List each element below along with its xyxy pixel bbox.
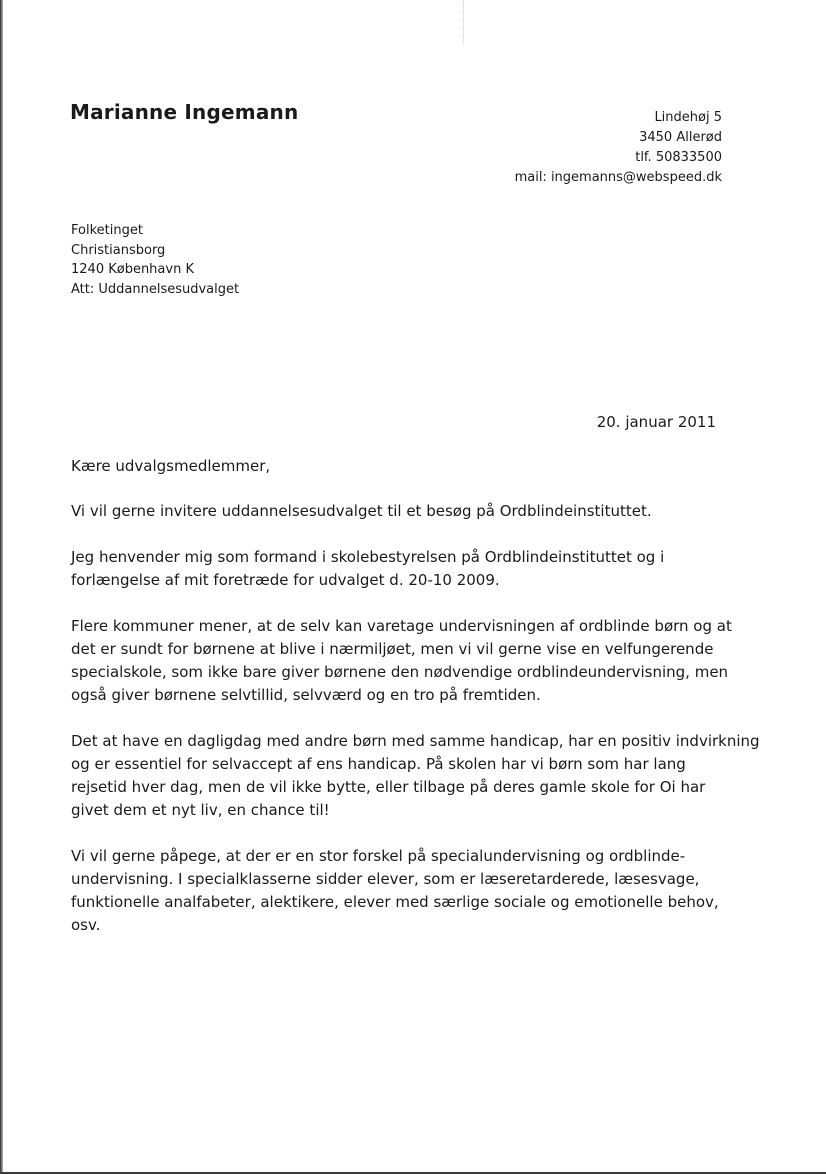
- recipient-line: Christiansborg: [71, 242, 166, 258]
- text-line: specialskole, som ikke bare giver børnene den nødvendige ordblindeundervisning, men: [71, 663, 729, 681]
- sender-street: Lindehøj 5: [654, 110, 722, 125]
- recipient-line: Folketinget: [71, 223, 143, 238]
- scan-artifact: [463, 0, 470, 44]
- sender-phone: tlf. 50833500: [635, 150, 722, 165]
- recipient-address: [71, 221, 239, 299]
- letter-body: [71, 455, 760, 960]
- paragraph: [71, 730, 760, 822]
- paragraph: [71, 845, 751, 937]
- text-line: funktionelle analfabeter, alektikere, elever med særlige sociale og emotionelle behov,: [71, 893, 719, 911]
- text-line: Det at have en dagligdag med andre børn med samme handicap, har en positiv indvirkning: [71, 732, 760, 750]
- text-line: forlængelse af mit foretræde for udvalget d. 20-10 2009.: [71, 571, 500, 589]
- sender-address: [515, 108, 722, 188]
- text-line: undervisning. I specialklasserne sidder elever, som er læseretarderede, læsesvage,: [71, 870, 700, 888]
- recipient-line: 1240 København K: [71, 262, 194, 277]
- paragraph: [71, 615, 751, 707]
- letter-date: 20. januar 2011: [596, 413, 716, 431]
- salutation: Kære udvalgsmedlemmer,: [71, 457, 271, 475]
- sender-email: mail: ingemanns@webspeed.dk: [514, 170, 722, 185]
- text-line: og er essentiel for selvaccept af ens handicap. På skolen har vi børn som har lang: [71, 755, 686, 773]
- paragraph: [71, 546, 751, 592]
- text-line: Vi vil gerne påpege, at der er en stor forskel på specialundervisning og ordblinde-: [71, 847, 686, 865]
- text-line: Vi vil gerne invitere uddannelsesudvalget til et besøg på Ordblindeinstituttet.: [71, 502, 652, 520]
- text-line: det er sundt for børnene at blive i nærmiljøet, men vi vil gerne vise en velfungerende: [71, 640, 714, 658]
- sender-name: Marianne Ingemann: [70, 100, 299, 124]
- scan-left-edge: [0, 0, 3, 1174]
- text-line: osv.: [71, 916, 101, 934]
- text-line: Jeg henvender mig som formand i skolebestyrelsen på Ordblindeinstituttet og i: [71, 548, 665, 566]
- text-line: også giver børnene selvtillid, selvværd og en tro på fremtiden.: [71, 686, 541, 704]
- text-line: givet dem et nyt liv, en chance til!: [71, 801, 330, 819]
- text-line: Flere kommuner mener, at de selv kan varetage undervisningen af ordblinde børn og at: [71, 617, 732, 635]
- paragraph: [71, 500, 751, 523]
- recipient-line: Att: Uddannelsesudvalget: [71, 281, 240, 297]
- text-line: rejsetid hver dag, men de vil ikke bytte, eller tilbage på deres gamle skole for Oi har: [71, 778, 706, 796]
- sender-city: 3450 Allerød: [639, 130, 722, 145]
